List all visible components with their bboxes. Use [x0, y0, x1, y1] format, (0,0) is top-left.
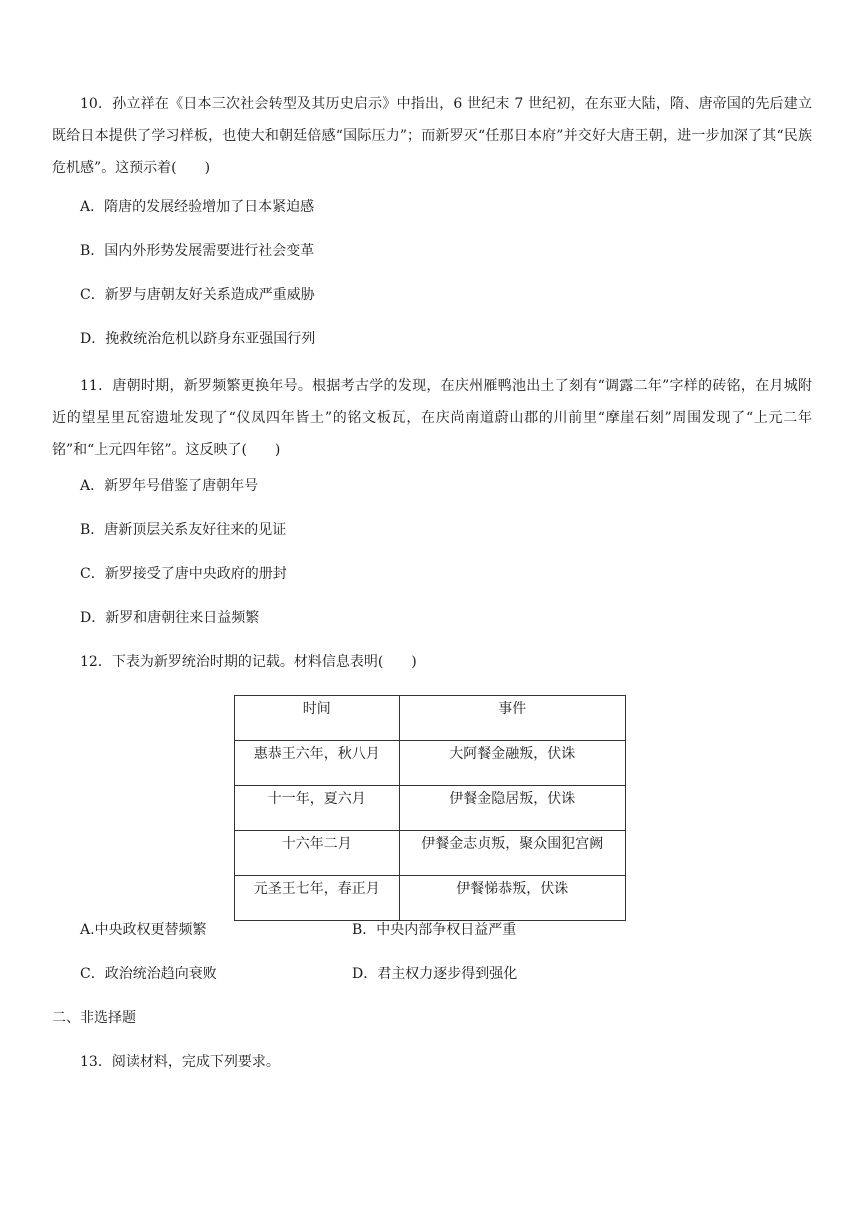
question-12-stem: 12．下表为新罗统治时期的记载。材料信息表明( )	[80, 654, 417, 670]
section-2-title: 二、非选择题	[52, 1010, 136, 1026]
table-cell: 伊餐金志贞叛，聚众围犯宫阙	[399, 831, 625, 876]
q12-option-a: A.中央政权更替频繁	[80, 922, 207, 938]
table-row	[235, 876, 626, 921]
question-11-stem	[52, 370, 812, 466]
q11-option-c: C．新罗接受了唐中央政府的册封	[80, 566, 287, 582]
table-header-row	[235, 696, 626, 741]
question-11-text: 11．唐朝时期，新罗频繁更换年号。根据考古学的发现，在庆州雁鸭池出土了刻有“调露二年”字样的砖铭，在月城附近的望星里瓦窑遗址发现了“仪凤四年皆土”的铭文板瓦，在庆尚南道蔚山郡的川前里“摩崖石刻”周围发现了“上元二年铭”和“上元四年铭”。这反映了( )	[52, 378, 812, 458]
table-header-event: 事件	[399, 696, 625, 741]
table-cell: 伊餐悌恭叛，伏诛	[399, 876, 625, 921]
q10-option-b: B．国内外形势发展需要进行社会变革	[80, 243, 315, 259]
table-cell: 大阿餐金融叛，伏诛	[399, 741, 625, 786]
table-row	[235, 831, 626, 876]
table-row	[235, 786, 626, 831]
table-row	[235, 741, 626, 786]
q11-option-b: B．唐新顶层关系友好往来的见证	[80, 522, 287, 538]
table-header-time: 时间	[235, 696, 400, 741]
table-cell: 伊餐金隐居叛，伏诛	[399, 786, 625, 831]
q10-option-a: A．隋唐的发展经验增加了日本紧迫感	[80, 199, 315, 215]
table-cell: 惠恭王六年，秋八月	[235, 741, 400, 786]
question-10-text: 10．孙立祥在《日本三次社会转型及其历史启示》中指出，6 世纪末 7 世纪初，在东亚大陆，隋、唐帝国的先后建立既给日本提供了学习样板，也使大和朝廷倍感“国际压力”；而新罗灭“任那日本府”并交好大唐王朝，进一步加深了其“民族危机感”。这预示着( )	[52, 96, 812, 176]
q10-option-c: C．新罗与唐朝友好关系造成严重威胁	[80, 287, 315, 303]
q12-option-b: B．中央内部争权日益严重	[352, 922, 517, 938]
q12-option-c: C．政治统治趋向衰败	[80, 966, 217, 982]
table-cell: 十一年，夏六月	[235, 786, 400, 831]
events-table	[234, 695, 626, 921]
question-13-stem: 13．阅读材料，完成下列要求。	[80, 1054, 280, 1070]
table-cell: 元圣王七年，春正月	[235, 876, 400, 921]
question-10-stem	[52, 88, 812, 184]
q11-option-d: D．新罗和唐朝往来日益频繁	[80, 610, 260, 626]
q11-option-a: A．新罗年号借鉴了唐朝年号	[80, 478, 259, 494]
q12-option-d: D．君主权力逐步得到强化	[352, 966, 518, 982]
table-cell: 十六年二月	[235, 831, 400, 876]
q10-option-d: D．挽救统治危机以跻身东亚强国行列	[80, 331, 316, 347]
